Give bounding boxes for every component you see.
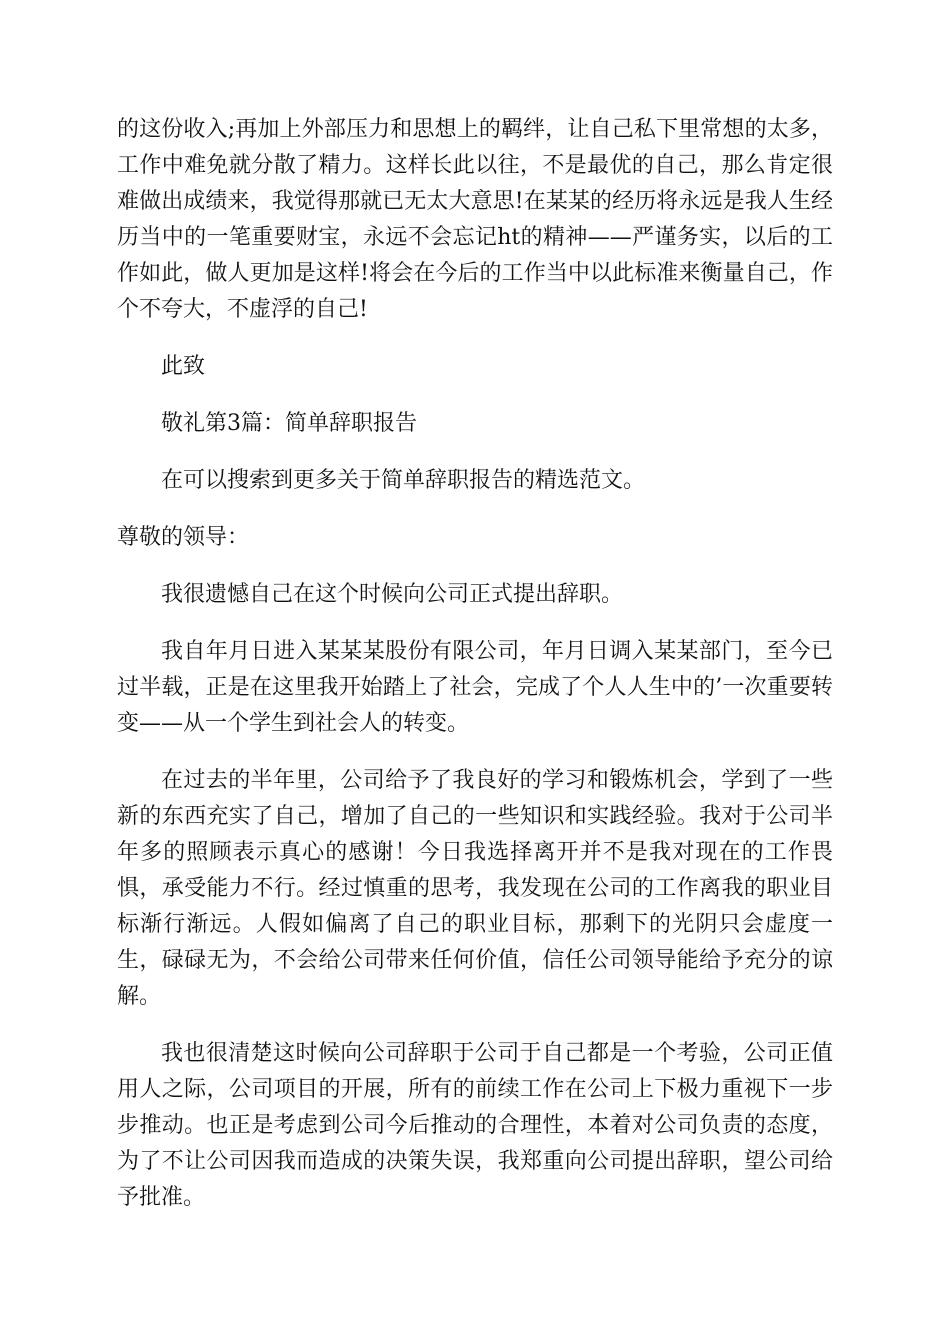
paragraph-greeting: 尊敬的领导： bbox=[117, 525, 250, 550]
paragraph-body: 我也很清楚这时候向公司辞职于公司于自己都是一个考验，公司正值用人之际，公司项目的开展，所有的前续工作在公司上下极力重视下一步步推动。也正是考虑到公司今后推动的合理性，本着对公司负责的态度，为了不让公司因我而造成的决策失误，我郑重向公司提出辞职，望公司给予批准。 bbox=[117, 1041, 833, 1210]
paragraph-intro-note: 在可以搜索到更多关于简单辞职报告的精选范文。 bbox=[161, 468, 646, 493]
paragraph-continuation: 的这份收入;再加上外部压力和思想上的羁绊，让自己私下里常想的太多，工作中难免就分散了精力。这样长此以往，不是最优的自己，那么肯定很难做出成绩来，我觉得那就已无太大意思!在某某的经历将永远是我人生经历当中的一笔重要财宝，永远不会忘记ht的精神——严谨务实，以后的工作如此，做人更加是这样!将会在今后的工作当中以此标准来衡量自己，作个不夸大，不虚浮的自己! bbox=[117, 117, 833, 322]
paragraph-section-heading: 敬礼第3篇：简单辞职报告 bbox=[161, 411, 417, 436]
paragraph-body: 我自年月日进入某某某股份有限公司，年月日调入某某部门，至今已过半载，正是在这里我开始踏上了社会，完成了个人人生中的’一次重要转变——从一个学生到社会人的转变。 bbox=[117, 639, 833, 736]
paragraph-body: 我很遗憾自己在这个时候向公司正式提出辞职。 bbox=[161, 582, 624, 607]
paragraph-closing-salutation: 此致 bbox=[161, 354, 206, 379]
document-page bbox=[117, 112, 833, 1237]
paragraph-body: 在过去的半年里，公司给予了我良好的学习和锻炼机会，学到了一些新的东西充实了自己，增加了自己的一些知识和实践经验。我对于公司半年多的照顾表示真心的感谢！今日我选择离开并不是我对现在的工作畏惧，承受能力不行。经过慎重的思考，我发现在公司的工作离我的职业目标渐行渐远。人假如偏离了自己的职业目标，那剩下的光阴只会虚度一生，碌碌无为，不会给公司带来任何价值，信任公司领导能给予充分的谅解。 bbox=[117, 768, 833, 1009]
